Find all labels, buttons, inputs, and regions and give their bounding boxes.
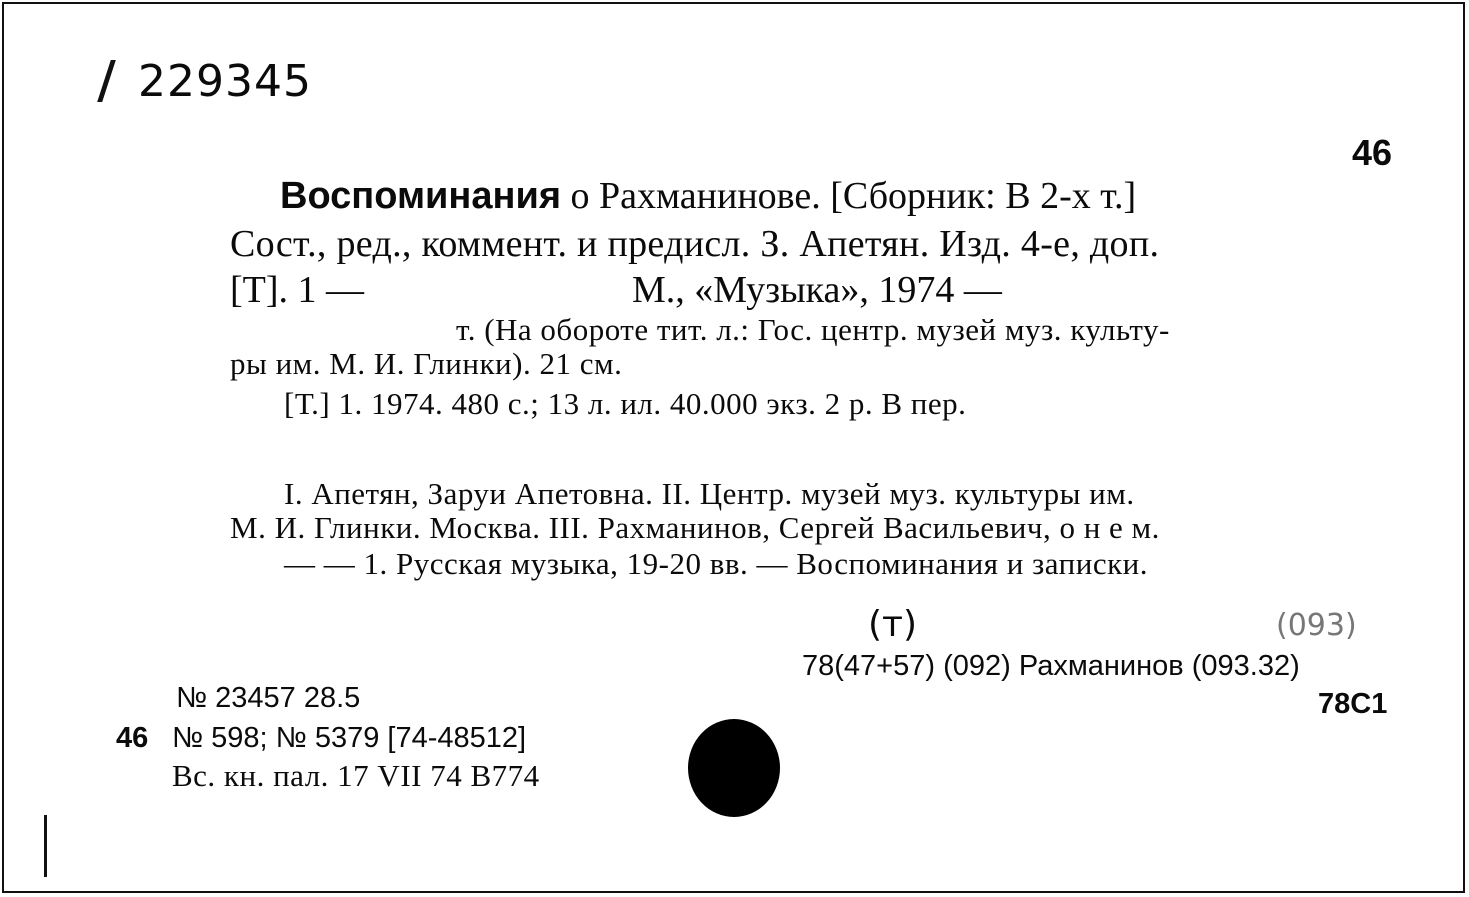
subject-line-1: I. Апетян, Заруи Апетовна. II. Центр. музей муз. культуры им. (284, 476, 1135, 511)
entry-line-2: Сост., ред., коммент. и предисл. З. Апетян. Изд. 4-е, доп. (230, 223, 1160, 265)
registration-card-number: 46 (116, 722, 149, 754)
subject-line-2: М. И. Глинки. Москва. III. Рахманинов, Сергей Васильевич, о н е м. (230, 510, 1160, 545)
entry-line-5: ры им. М. И. Глинки). 21 см. (230, 346, 623, 381)
entry-line-3-left: [Т]. 1 — (230, 269, 365, 311)
registration-line-3: Вс. кн. пал. 17 VII 74 В774 (172, 758, 540, 793)
card-number: 46 (1352, 132, 1393, 173)
subject-line-3: — — 1. Русская музыка, 19-20 вв. — Воспоминания и записки. (284, 546, 1148, 581)
stamp-t: (т) (868, 604, 918, 645)
registration-line-2: № 598; № 5379 [74-48512] (172, 722, 527, 754)
entry-title: Воспоминания (280, 175, 561, 217)
classification-index: 78(47+57) (092) Рахманинов (093.32) (802, 650, 1300, 682)
class-code: 78С1 (1318, 688, 1388, 720)
punch-hole (688, 719, 780, 817)
entry-line-4: т. (На обороте тит. л.: Гос. центр. музей муз. культу- (456, 312, 1170, 347)
margin-mark (44, 815, 47, 877)
stamp-093: (093) (1276, 608, 1357, 643)
entry-line-3-right: М., «Музыка», 1974 — (632, 269, 1002, 311)
entry-line-6: [Т.] 1. 1974. 480 с.; 13 л. ил. 40.000 экз. 2 р. В пер. (284, 386, 967, 421)
registration-line-1: № 23457 28.5 (176, 682, 361, 714)
entry-title-rest: о Рахманинове. [Сборник: В 2-х т.] (570, 175, 1137, 217)
inventory-number: 229345 (138, 56, 312, 107)
entry-line-1 (280, 174, 1136, 218)
